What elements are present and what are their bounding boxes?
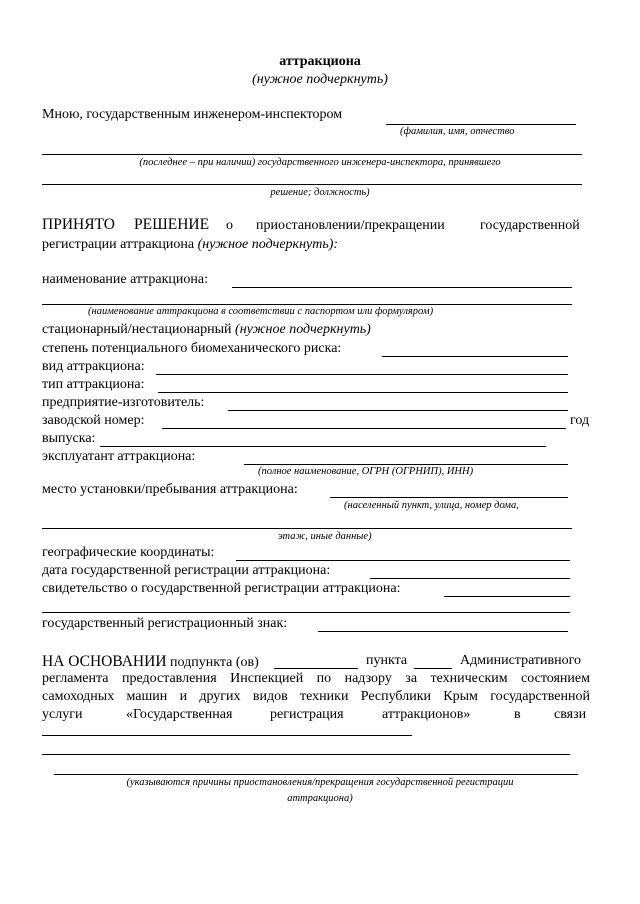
place-hint-2: этаж, иные данные) — [278, 531, 372, 542]
stationary-italic: (нужное подчеркнуть) — [235, 322, 371, 337]
risk-label: степень потенциального биомеханического риска: — [42, 341, 342, 356]
inspector-fill-line-3 — [42, 184, 582, 185]
basis-subpoint-line — [274, 668, 358, 669]
name-hint: (наименование аттракциона в соответствии с паспортом или формуляром) — [88, 306, 434, 317]
name-fill-line — [232, 287, 572, 288]
inspector-hint-2: (последнее – при наличии) государственного инженера-инспектора, принявшего — [139, 157, 501, 168]
place-label: место установки/пребывания аттракциона: — [42, 482, 298, 497]
basis-w2: «Государственная — [126, 707, 233, 722]
sign-fill-line — [318, 631, 568, 632]
basis-hint-2: аттракциона) — [287, 793, 353, 804]
basis-line-1 — [42, 653, 259, 671]
basis-w6: связи — [554, 707, 587, 722]
decision-line-2-italic: (нужное подчеркнуть): — [197, 237, 339, 252]
type-label: тип аттракциона: — [42, 377, 145, 392]
serial-fill-line — [162, 428, 566, 429]
sign-label: государственный регистрационный знак: — [42, 616, 288, 631]
basis-fill-line-2 — [42, 754, 570, 755]
place-hint-1: (населенный пункт, улица, номер дома, — [344, 500, 519, 511]
document-subtitle: (нужное подчеркнуть) — [252, 72, 388, 87]
basis-w5: в — [514, 707, 521, 722]
stationary-line — [42, 322, 371, 338]
decision-word-4: приостановлении/прекращении — [256, 218, 445, 233]
basis-w3: регистрация — [270, 707, 344, 722]
basis-lead: НА ОСНОВАНИИ — [42, 653, 167, 670]
type-fill-line — [158, 392, 568, 393]
coords-label: географические координаты: — [42, 545, 215, 560]
basis-hint-1: (указываются причины приостановления/прекращения государственной регистрации — [126, 777, 514, 788]
decision-word-2: РЕШЕНИЕ — [134, 216, 210, 233]
cert-fill-line-2 — [42, 612, 570, 613]
year-word: год — [570, 413, 590, 428]
regdate-label: дата государственной регистрации аттракциона: — [42, 563, 331, 578]
decision-word-3: о — [226, 218, 233, 233]
maker-label: предприятие-изготовитель: — [42, 395, 205, 410]
document-title: аттракциона — [279, 54, 361, 69]
decision-word-5: государственной — [480, 218, 580, 233]
name-fill-line-2 — [42, 304, 572, 305]
serial-label: заводской номер: — [42, 413, 145, 428]
maker-fill-line — [228, 410, 568, 411]
decision-word-1: ПРИНЯТО — [42, 216, 115, 233]
inspector-fill-line-2 — [42, 154, 582, 155]
basis-line-2: регламента предоставления Инспекцией по надзору за техническим состоянием — [42, 671, 590, 686]
place-fill-line — [330, 497, 568, 498]
coords-fill-line — [236, 560, 570, 561]
risk-fill-line — [382, 356, 568, 357]
operator-hint: (полное наименование, ОГРН (ОГРНИП), ИНН) — [258, 466, 474, 477]
inspector-hint-3: решение; должность) — [270, 187, 370, 198]
basis-line-3: самоходных машин и других видов техники Республики Крым государственной — [42, 689, 590, 704]
operator-fill-line — [244, 464, 568, 465]
stationary-text: стационарный/нестационарный — [42, 322, 232, 337]
basis-fill-line-1 — [42, 735, 412, 736]
decision-line-2-text: регистрации аттракциона — [42, 237, 195, 252]
inspector-fill-line — [386, 124, 576, 125]
name-label: наименование аттракциона: — [42, 272, 208, 287]
regdate-fill-line — [370, 578, 570, 579]
place-fill-line-2 — [42, 528, 572, 529]
operator-label: эксплуатант аттракциона: — [42, 449, 196, 464]
release-label: выпуска: — [42, 431, 96, 446]
inspector-label: Мною, государственным инженером-инспектором — [42, 107, 343, 122]
decision-line-2 — [42, 237, 338, 253]
kind-fill-line — [156, 374, 568, 375]
basis-fill-line-3 — [54, 774, 578, 775]
release-fill-line — [100, 446, 546, 447]
basis-part-3: Административного — [460, 653, 582, 668]
basis-point-line — [414, 668, 452, 669]
cert-label: свидетельство о государственной регистрации аттракциона: — [42, 581, 401, 596]
cert-fill-line — [444, 596, 570, 597]
inspector-hint-1: (фамилия, имя, отчество — [400, 126, 515, 137]
basis-w1: услуги — [42, 707, 83, 722]
basis-part-1: подпункта (ов) — [170, 655, 259, 670]
basis-w4: аттракционов» — [382, 707, 471, 722]
kind-label: вид аттракциона: — [42, 359, 145, 374]
basis-part-2: пункта — [366, 653, 408, 668]
